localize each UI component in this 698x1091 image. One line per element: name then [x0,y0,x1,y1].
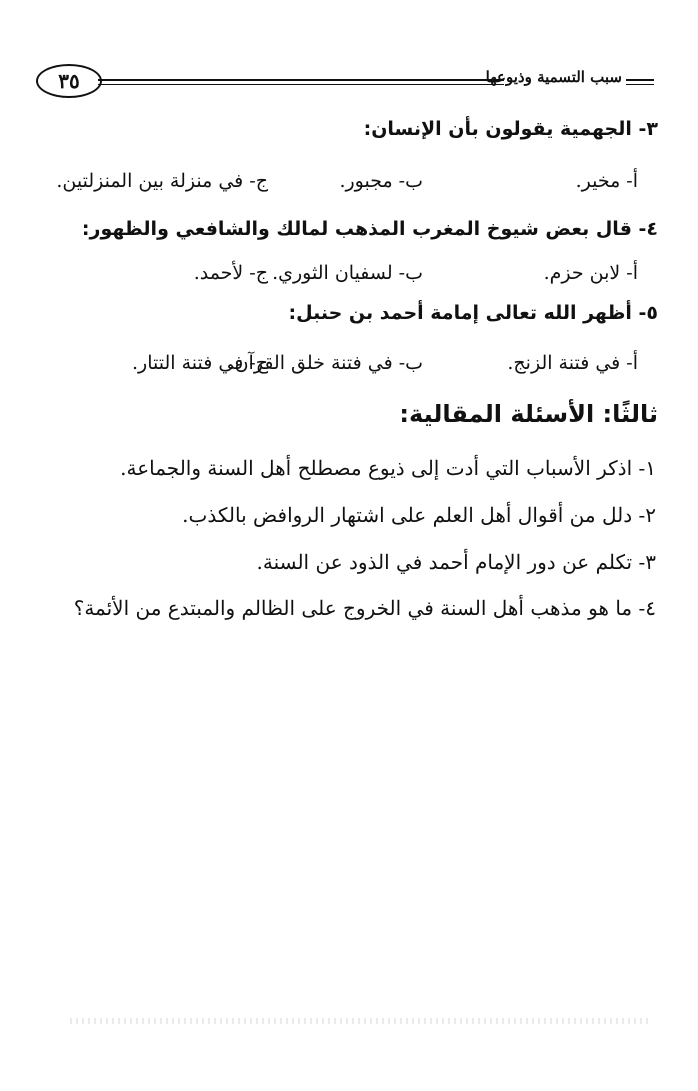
header-rule [98,79,504,81]
header-bar [626,79,654,81]
section-heading: ثالثًا: الأسئلة المقالية: [399,400,658,428]
running-header-title: سبب التسمية وذيوعها [485,68,622,86]
option-a: أ- لابن حزم. [543,262,638,284]
option-a: أ- في فتنة الزنج. [507,352,638,374]
option-b: ب- في فتنة خلق القرآن. [228,352,423,374]
question-5-options [78,352,638,386]
page-header [36,62,654,102]
question-4-options [78,262,638,296]
option-b: ب- مجبور. [339,170,423,192]
question-3-options [56,170,638,204]
option-c: ج- في منزلة بين المنزلتين. [56,170,268,192]
scan-noise [70,1018,650,1024]
essay-question-4: ٤- ما هو مذهب أهل السنة في الخروج على الظالم والمبتدع من الأئمة؟ [73,596,656,620]
page-number: ٣٥ [36,64,102,98]
essay-question-1: ١- اذكر الأسباب التي أدت إلى ذيوع مصطلح أهل السنة والجماعة. [120,456,656,480]
essay-question-2: ٢- دلل من أقوال أهل العلم على اشتهار الروافض بالكذب. [182,503,656,527]
header-rule-secondary [98,84,504,85]
option-a: أ- مخير. [575,170,638,192]
question-3: ٣- الجهمية يقولون بأن الإنسان: [363,118,658,140]
option-c: ج- لأحمد. [193,262,268,284]
essay-question-3: ٣- تكلم عن دور الإمام أحمد في الذود عن السنة. [256,550,656,574]
option-b: ب- لسفيان الثوري. [272,262,423,284]
question-4: ٤- قال بعض شيوخ المغرب المذهب لمالك والشافعي والظهور: [81,218,658,240]
option-c: ج- في فتنة التتار. [132,352,268,374]
header-bar-secondary [626,84,654,85]
question-5: ٥- أظهر الله تعالى إمامة أحمد بن حنبل: [288,302,658,324]
